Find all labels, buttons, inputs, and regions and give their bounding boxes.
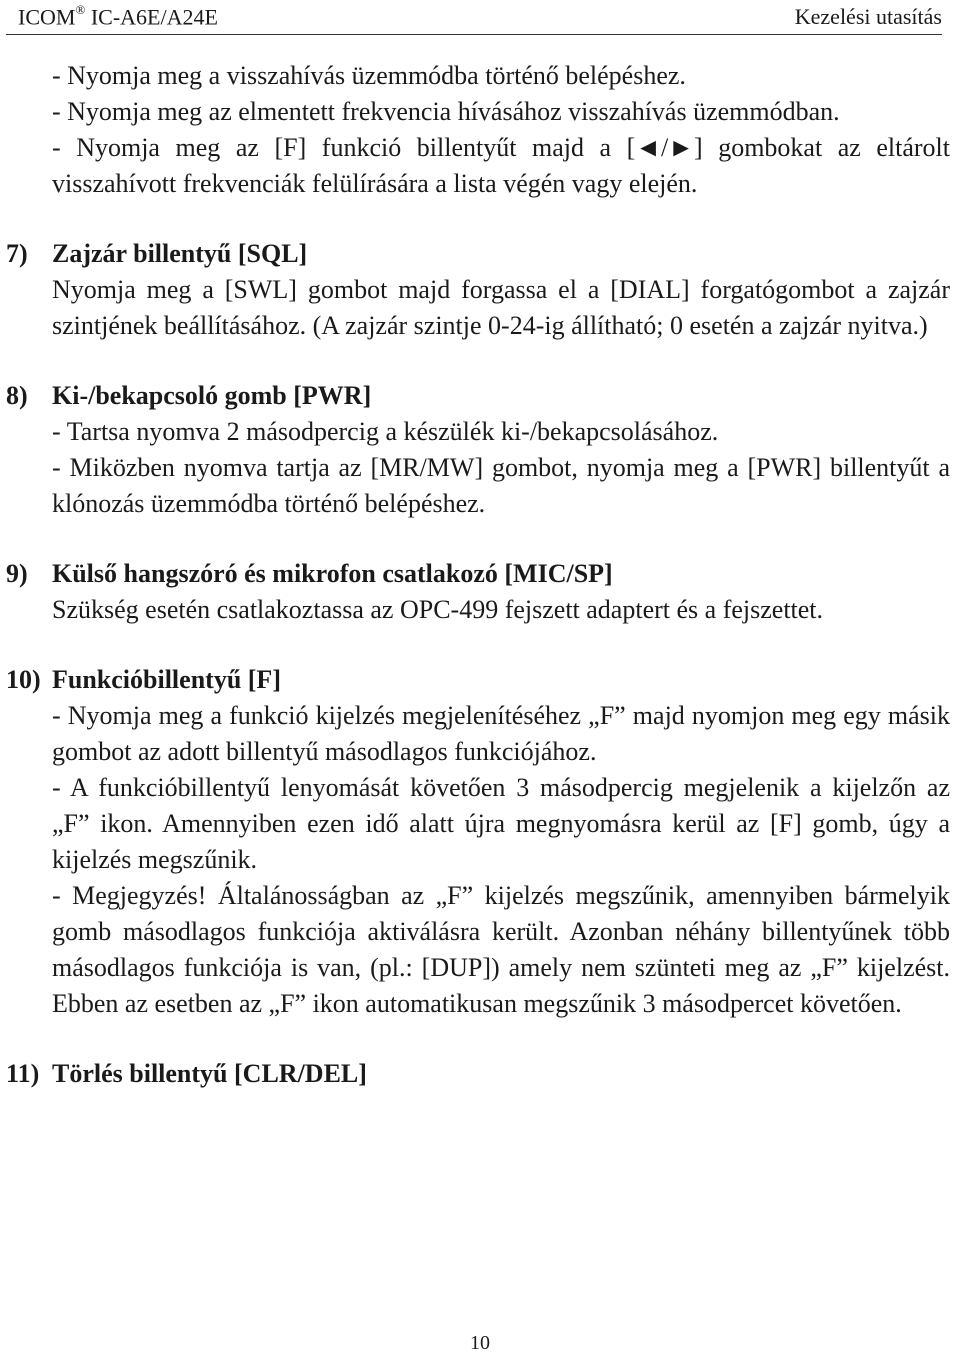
- intro-paragraph: - Nyomja meg a visszahívás üzemmódba történő belépéshez.: [52, 61, 686, 90]
- header-model: [18, 4, 218, 30]
- registered-mark: ®: [75, 2, 86, 17]
- section-number: 11): [6, 1059, 40, 1088]
- intro-block: [0, 58, 960, 202]
- section-paragraph: Nyomja meg a [SWL] gombot majd forgassa el a [DIAL] forgatógombot a zajzár szintjének beállításához. (A zajzár szintje 0-24-ig állítható; 0 esetén a zajzár nyitva.): [52, 275, 950, 340]
- section-pwr: [0, 378, 960, 522]
- section-paragraph: - Miközben nyomva tartja az [MR/MW] gombot, nyomja meg a [PWR] billentyűt a klónozás üzemmódba történő belépéshez.: [52, 453, 950, 518]
- section-paragraph: - Nyomja meg a funkció kijelzés megjelenítéséhez „F” majd nyomjon meg egy másik gombot az adott billentyű másodlagos funkciójához.: [52, 701, 950, 766]
- intro-paragraph: - Nyomja meg az elmentett frekvencia hívásához visszahívás üzemmódban.: [52, 97, 840, 126]
- intro-paragraph: - Nyomja meg az [F] funkció billentyűt majd a [◄/►] gombokat az eltárolt visszahívott frekvenciák felülírására a lista végén vagy elején.: [52, 133, 950, 198]
- section-clr-del: [0, 1056, 960, 1092]
- section-title: Funkcióbillentyű [F]: [52, 665, 281, 694]
- section-paragraph: Szükség esetén csatlakoztassa az OPC-499 fejszett adaptert és a fejszettet.: [52, 595, 824, 624]
- header-brand: ICOM: [18, 4, 76, 30]
- section-number: 7): [6, 239, 28, 268]
- page-number: 10: [470, 1332, 490, 1354]
- section-function-key: [0, 662, 960, 1022]
- section-paragraph: - A funkcióbillentyű lenyomását követően 3 másodpercig megjelenik a kijelzőn az „F” ikon. Amennyiben ezen idő alatt újra megnyomásra kerül az [F] gomb, úgy a kijelzés megszűnik.: [52, 773, 950, 874]
- section-mic-sp: [0, 556, 960, 628]
- section-sql: [0, 236, 960, 344]
- section-title: Külső hangszóró és mikrofon csatlakozó [MIC/SP]: [52, 559, 613, 588]
- header-model-number: IC-A6E/A24E: [90, 4, 218, 30]
- section-number: 8): [6, 381, 28, 410]
- header-doc-title: Kezelési utasítás: [794, 4, 942, 29]
- section-number: 10): [6, 665, 41, 694]
- section-number: 9): [6, 559, 28, 588]
- section-paragraph: - Megjegyzés! Általánosságban az „F” kijelzés megszűnik, amennyiben bármelyik gomb másodlagos funkciója aktiválásra került. Azonban néhány billentyűnek több másodlagos funkciója is van, (pl.: [DUP]) amely nem szünteti meg az „F” kijelzést. Ebben az esetben az „F” ikon automatikusan megszűnik 3 másodpercet követően.: [52, 881, 950, 1018]
- section-title: Törlés billentyű [CLR/DEL]: [52, 1059, 367, 1088]
- document-body: [0, 58, 960, 1092]
- section-paragraph: - Tartsa nyomva 2 másodpercig a készülék ki-/bekapcsolásához.: [52, 417, 719, 446]
- section-title: Ki-/bekapcsoló gomb [PWR]: [52, 381, 372, 410]
- section-title: Zajzár billentyű [SQL]: [52, 239, 308, 268]
- page-header: [6, 0, 942, 35]
